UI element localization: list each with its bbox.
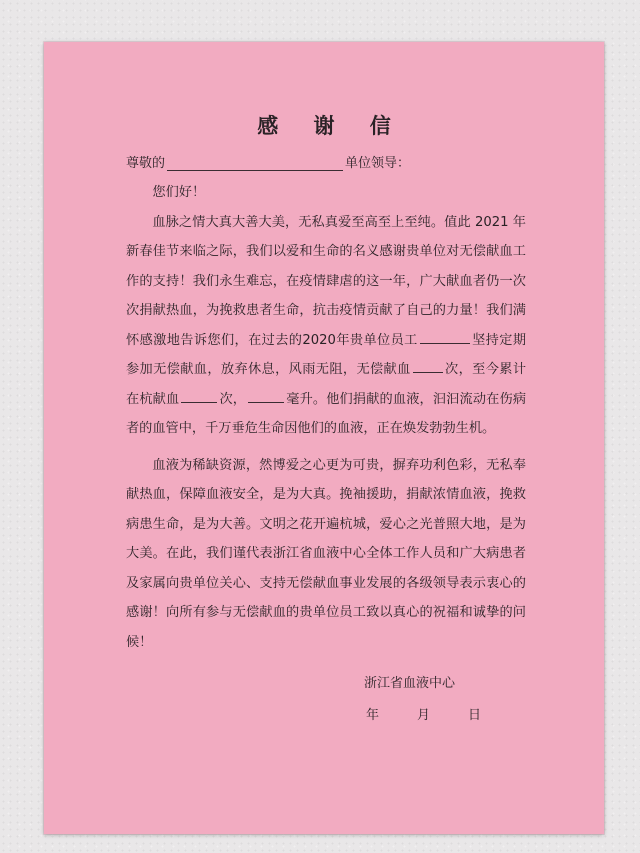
total-count-blank	[181, 388, 217, 403]
letter-title: 感 谢 信	[257, 114, 405, 138]
paragraph-2: 血液为稀缺资源，然博爱之心更为可贵，摒弃功利色彩，无私奉献热血，保障血液安全，是为大真。挽袖援助，捐献浓情血液，挽救病患生命，是为大善。文明之花开遍杭城，爱心之光普照大地，是为大美。在此，我们谨代表浙江省血液中心全体工作人员和广大病患者及家属向贵单位关心、支持无偿献血事业发展的各级领导表示衷心的感谢！向所有参与无偿献血的贵单位员工致以真心的祝福和诚挚的问候！	[126, 457, 526, 650]
paragraph-1-part-4: 次，	[219, 391, 247, 407]
date-month: 月	[417, 708, 431, 723]
date-year: 年	[366, 708, 380, 723]
donation-count-blank	[413, 358, 443, 373]
paragraph-1-part-1: 血脉之情大真大善大美，无私真爱至高至上至纯。值此 2021 年新春佳节来临之际，我们以爱和生命的名义感谢贵单位对无偿献血工作的支持！我们永生难忘，在疫情肆虐的这一年，广大献血者仍一次次捐献热血，为挽救患者生命，抗击疫情贡献了自己的力量！我们满怀感激地告诉您们，在过去的2020年贵单位员工	[126, 214, 526, 348]
greeting: 您们好！	[152, 185, 206, 200]
total-volume-blank	[248, 388, 284, 403]
date-day: 日	[468, 708, 482, 723]
salutation-line	[126, 152, 410, 171]
letter-paper	[44, 42, 604, 834]
salutation-prefix: 尊敬的	[126, 156, 166, 171]
signature: 浙江省血液中心	[364, 676, 456, 691]
employee-name-blank	[420, 329, 470, 344]
salutation-suffix: 单位领导：	[345, 156, 411, 171]
unit-name-blank	[167, 156, 343, 171]
date-line	[366, 704, 481, 723]
paragraph-1-part-3: 次，至今累计在杭献血	[126, 362, 527, 407]
paragraph-1-part-5: 毫升。他们捐献的血液，汩汩流动在伤病者的血管中，千万垂危生命因他们的血液，正在焕发勃勃生机。	[126, 391, 527, 436]
paragraph-1-part-2: 坚持定期参加无偿献血，放弃休息，风雨无阻，无偿献血	[126, 332, 527, 377]
letter-body	[126, 178, 526, 657]
paragraph-1	[126, 208, 526, 444]
